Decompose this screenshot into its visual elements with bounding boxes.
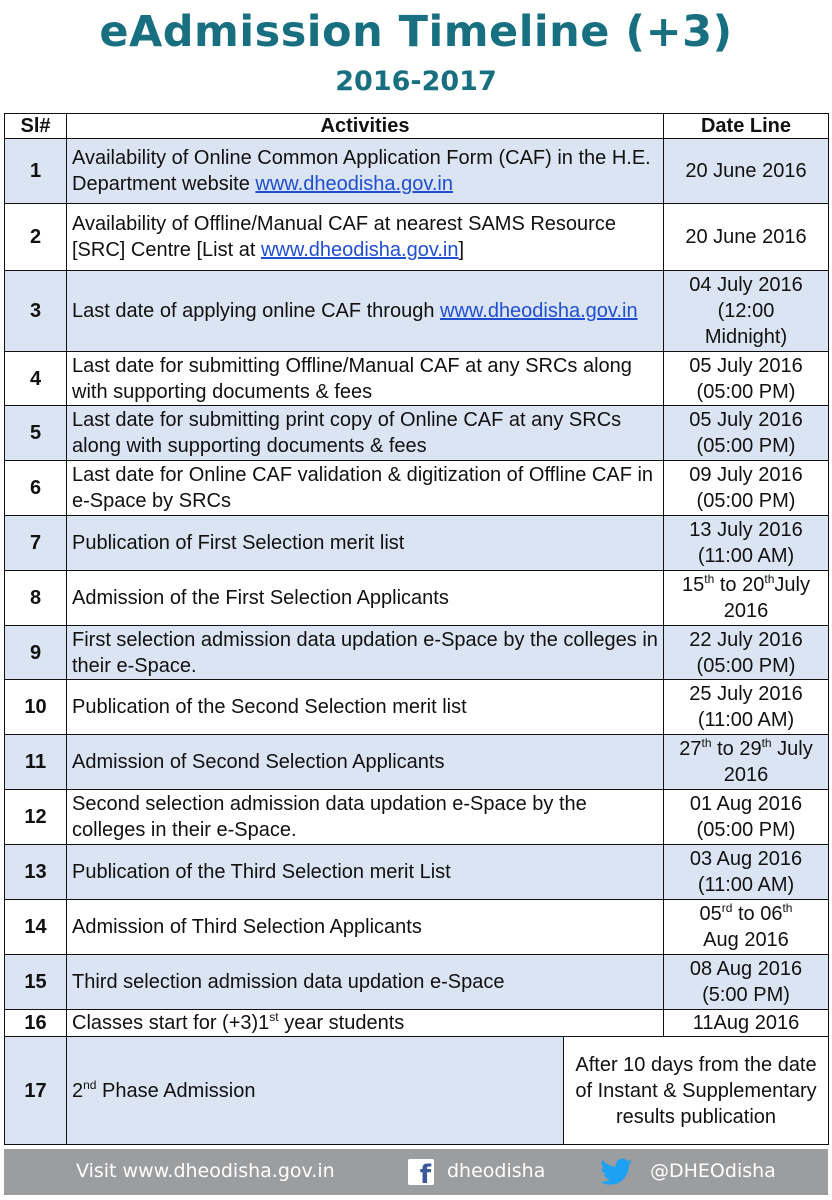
row-date: 05 July 2016 (05:00 PM) — [664, 352, 829, 406]
timeline-table — [4, 113, 829, 1145]
table-header-row — [5, 114, 829, 139]
twitter-icon — [600, 1158, 632, 1186]
row-date: 27th to 29th July 2016 — [664, 735, 829, 790]
row-sl: 8 — [5, 571, 67, 626]
row-date: 20 June 2016 — [664, 204, 829, 271]
website-link[interactable]: www.dheodisha.gov.in — [255, 173, 453, 195]
row-date: 20 June 2016 — [664, 139, 829, 204]
row-sl: 10 — [5, 680, 67, 735]
row-activity: Last date of applying online CAF through www.dheodisha.gov.in — [67, 271, 664, 352]
footer-visit-link[interactable]: Visit www.dheodisha.gov.in — [76, 1160, 335, 1182]
row-sl: 11 — [5, 735, 67, 790]
row-sl: 13 — [5, 845, 67, 900]
table-row — [5, 790, 829, 845]
table-row — [5, 204, 829, 271]
row-date: 05rd to 06th Aug 2016 — [664, 900, 829, 955]
header-dateline: Date Line — [664, 114, 829, 139]
row-activity: First selection admission data updation e-Space by the colleges in their e-Space. — [67, 626, 664, 680]
table-row — [5, 845, 829, 900]
footer-facebook-handle[interactable]: dheodisha — [447, 1160, 546, 1182]
row-date: 15th to 20thJuly 2016 — [664, 571, 829, 626]
header-activities: Activities — [67, 114, 664, 139]
table-row — [5, 461, 829, 516]
row-sl: 3 — [5, 271, 67, 352]
table-row — [5, 571, 829, 626]
table-row — [5, 352, 829, 406]
row-date: 01 Aug 2016 (05:00 PM) — [664, 790, 829, 845]
page-subtitle: 2016-2017 — [335, 66, 497, 97]
table-row — [5, 406, 829, 461]
row-activity: 2nd Phase Admission — [67, 1037, 564, 1145]
row-date: 08 Aug 2016 (5:00 PM) — [664, 955, 829, 1010]
row-activity: Admission of Second Selection Applicants — [67, 735, 664, 790]
row-sl: 12 — [5, 790, 67, 845]
footer-bar — [4, 1149, 828, 1195]
page-title: eAdmission Timeline (+3) — [99, 7, 733, 57]
table-row — [5, 735, 829, 790]
table-row — [5, 680, 829, 735]
row-date: 13 July 2016 (11:00 AM) — [664, 516, 829, 571]
row-sl: 14 — [5, 900, 67, 955]
row-activity: Availability of Offline/Manual CAF at nearest SAMS Resource [SRC] Centre [List at www.dheodisha.gov.in] — [67, 204, 664, 271]
table-row — [5, 139, 829, 204]
row-activity: Third selection admission data updation e-Space — [67, 955, 664, 1010]
row-sl: 7 — [5, 516, 67, 571]
row-activity: Last date for submitting print copy of Online CAF at any SRCs along with supporting documents & fees — [67, 406, 664, 461]
row-sl: 9 — [5, 626, 67, 680]
facebook-icon: f — [408, 1159, 434, 1185]
row-date: 05 July 2016 (05:00 PM) — [664, 406, 829, 461]
row-activity: Publication of the Second Selection merit list — [67, 680, 664, 735]
row-sl: 6 — [5, 461, 67, 516]
website-link[interactable]: www.dheodisha.gov.in — [260, 239, 459, 261]
row-activity: Admission of Third Selection Applicants — [67, 900, 664, 955]
row-date: 22 July 2016 (05:00 PM) — [664, 626, 829, 680]
row-date: 25 July 2016 (11:00 AM) — [664, 680, 829, 735]
row-sl: 2 — [5, 204, 67, 271]
table-row — [5, 626, 829, 680]
row-sl: 1 — [5, 139, 67, 204]
table-row — [5, 900, 829, 955]
table-row — [5, 1037, 829, 1145]
row-activity: Last date for submitting Offline/Manual CAF at any SRCs along with supporting documents & fees — [67, 352, 664, 406]
row-activity: Admission of the First Selection Applicants — [67, 571, 664, 626]
website-link[interactable]: www.dheodisha.gov.in — [440, 300, 638, 322]
row-activity: Last date for Online CAF validation & digitization of Offline CAF in e-Space by SRCs — [67, 461, 664, 516]
row-date: 04 July 2016 (12:00 Midnight) — [664, 271, 829, 352]
row-sl: 17 — [5, 1037, 67, 1145]
table-row — [5, 955, 829, 1010]
row-date: After 10 days from the date of Instant & Supplementary results publication — [564, 1037, 829, 1145]
row-activity: Publication of the Third Selection merit List — [67, 845, 664, 900]
footer-twitter-handle[interactable]: @DHEOdisha — [650, 1160, 776, 1182]
row-sl: 16 — [5, 1010, 67, 1037]
table-row — [5, 1010, 829, 1037]
row-date: 03 Aug 2016 (11:00 AM) — [664, 845, 829, 900]
row-activity: Availability of Online Common Application Form (CAF) in the H.E. Department website www.dheodisha.gov.in — [67, 139, 664, 204]
row-date: 09 July 2016 (05:00 PM) — [664, 461, 829, 516]
table-row — [5, 516, 829, 571]
row-activity: Second selection admission data updation e-Space by the colleges in their e-Space. — [67, 790, 664, 845]
row-sl: 4 — [5, 352, 67, 406]
row-sl: 5 — [5, 406, 67, 461]
header-sl: Sl# — [5, 114, 67, 139]
row-sl: 15 — [5, 955, 67, 1010]
table-row — [5, 271, 829, 352]
row-date: 11Aug 2016 — [664, 1010, 829, 1037]
row-activity: Publication of First Selection merit list — [67, 516, 664, 571]
row-activity: Classes start for (+3)1st year students — [67, 1010, 664, 1037]
